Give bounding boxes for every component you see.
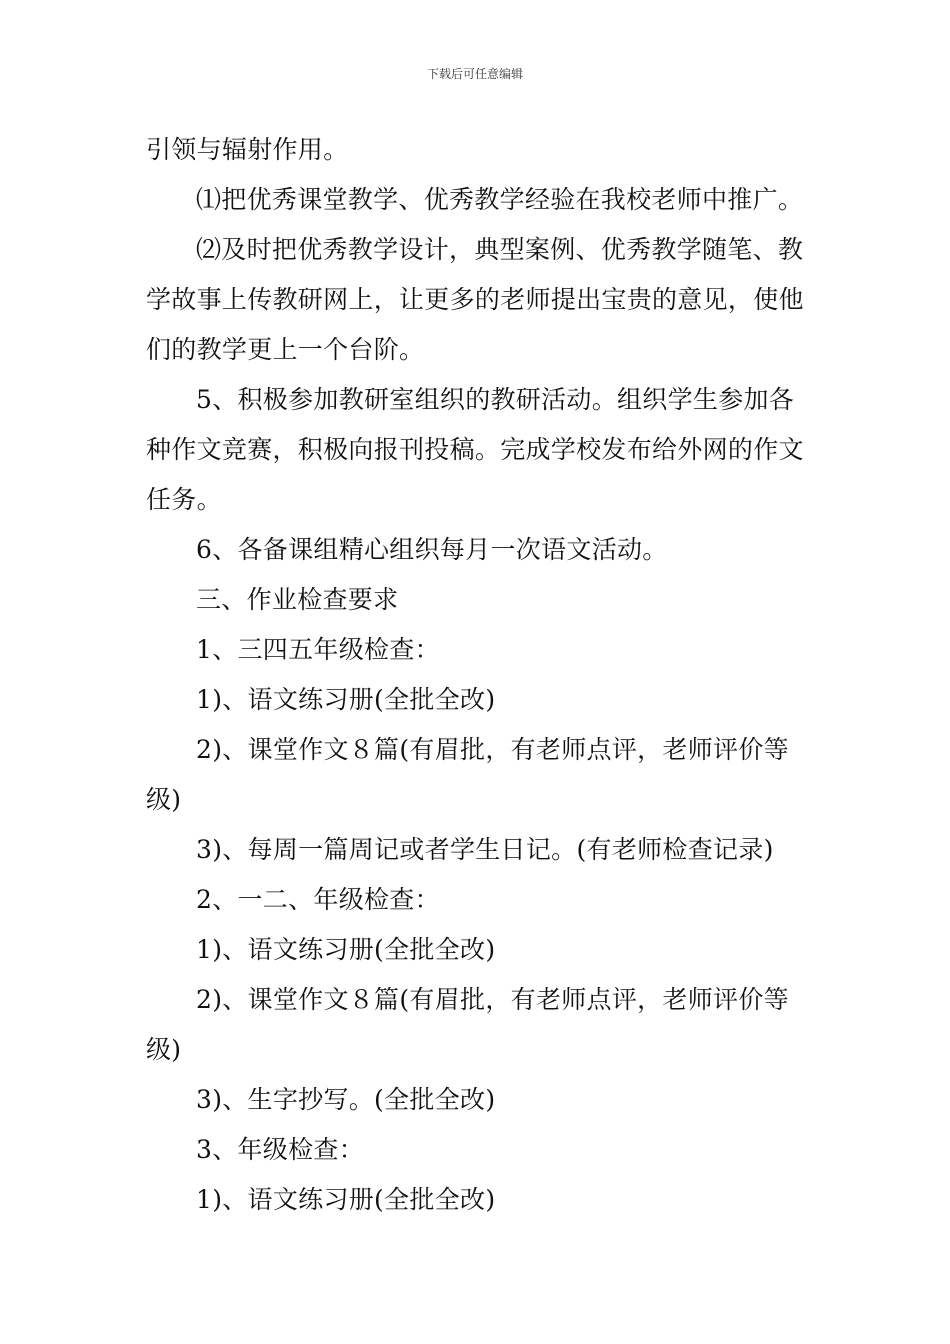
subheading-grade: 3、年级检查：	[196, 1135, 365, 1164]
document-body	[146, 125, 810, 1225]
list-item: 3)、生字抄写。(全批全改)	[196, 1085, 496, 1114]
subheading-grade-12: 2、一二、年级检查：	[196, 885, 440, 914]
subheading-grade-345: 1、三四五年级检查：	[196, 635, 440, 664]
paragraph-item-1: ⑴把优秀课堂教学、优秀教学经验在我校老师中推广。	[196, 185, 804, 214]
paragraph-item-2: ⑵及时把优秀教学设计，典型案例、优秀教学随笔、教学故事上传教研网上，让更多的老师提出宝贵的意见，使他们的教学更上一个台阶。	[146, 235, 804, 364]
list-item: 1)、语文练习册(全批全改)	[196, 935, 496, 964]
list-item: 2)、课堂作文８篇(有眉批，有老师点评，老师评价等级)	[146, 985, 789, 1064]
list-item: 1)、语文练习册(全批全改)	[196, 685, 496, 714]
list-item: 3)、每周一篇周记或者学生日记。(有老师检查记录)	[196, 835, 774, 864]
list-item: 1)、语文练习册(全批全改)	[196, 1185, 496, 1214]
paragraph-continuation: 引领与辐射作用。	[146, 135, 349, 164]
page-header: 下载后可任意编辑	[426, 67, 523, 81]
paragraph-item-6: 6、各备课组精心组织每月一次语文活动。	[196, 535, 668, 564]
list-item: 2)、课堂作文８篇(有眉批，有老师点评，老师评价等级)	[146, 735, 789, 814]
section-heading: 三、作业检查要求	[196, 585, 399, 614]
paragraph-item-5: 5、积极参加教研室组织的教研活动。组织学生参加各种作文竞赛，积极向报刊投稿。完成学校发布给外网的作文任务。	[146, 385, 804, 514]
